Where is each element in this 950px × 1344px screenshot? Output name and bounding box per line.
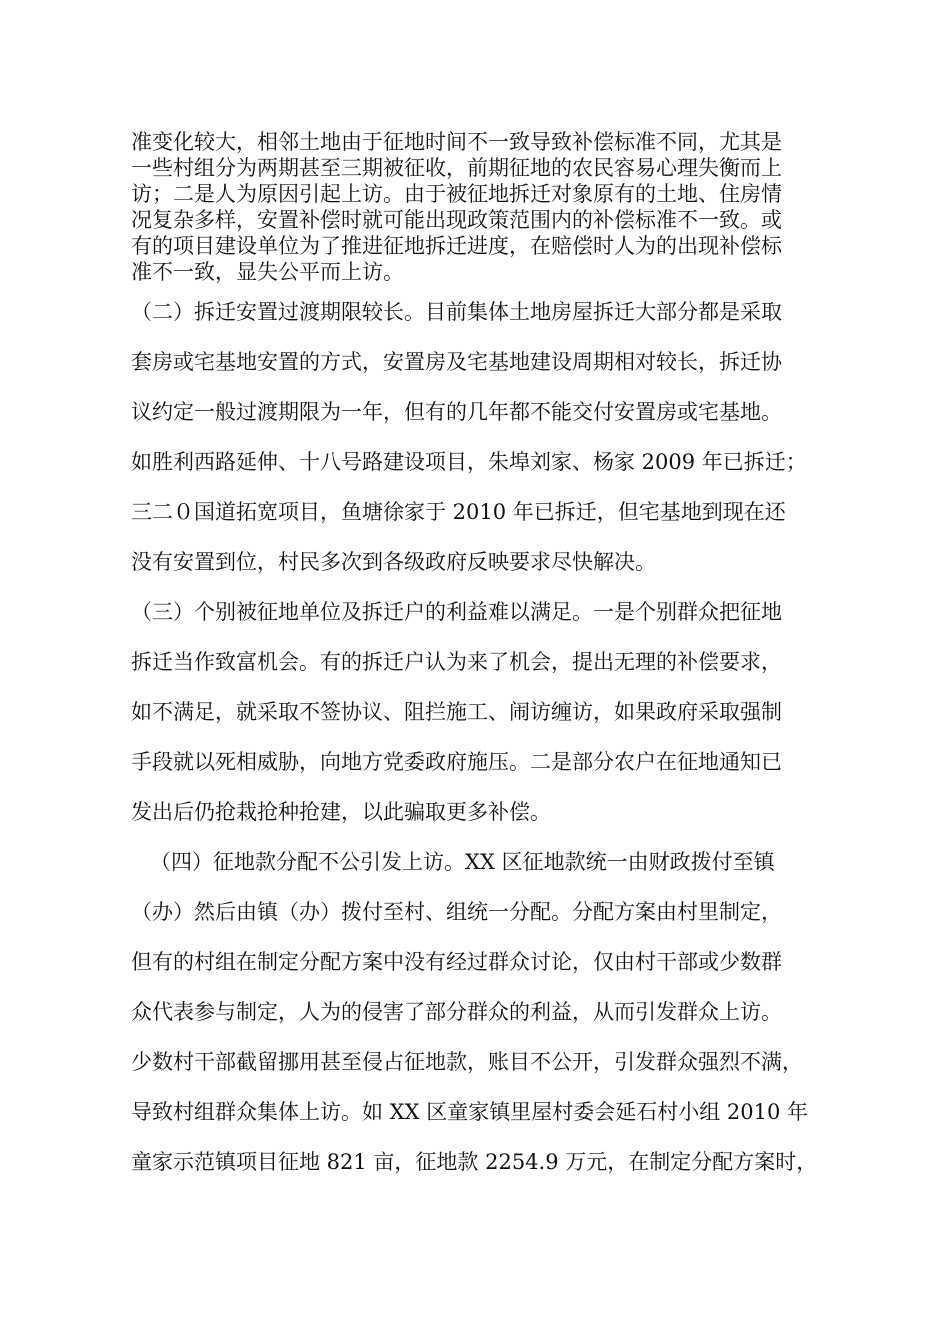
text-line: 如胜利西路延伸、十八号路建设项目，朱埠刘家、杨家 2009 年已拆迁； (131, 450, 807, 474)
text-line: 没有安置到位，村民多次到各级政府反映要求尽快解决。 (131, 550, 656, 574)
text-line: （办）然后由镇（办）拨付至村、组统一分配。分配方案由村里制定， (131, 900, 782, 924)
text-line: 导致村组群众集体上访。如 XX 区童家镇里屋村委会延石村小组 2010 年 (131, 1100, 809, 1124)
text-line: （三）个别被征地单位及拆迁户的利益难以满足。一是个别群众把征地 (131, 600, 782, 624)
text-line: （四）征地款分配不公引发上访。XX 区征地款统一由财政拨付至镇 (150, 850, 775, 874)
text-line: （二）拆迁安置过渡期限较长。目前集体土地房屋拆迁大部分都是采取 (131, 300, 782, 324)
text-line: 如不满足，就采取不签协议、阻拦施工、闹访缠访，如果政府采取强制 (131, 700, 782, 724)
text-line: 况复杂多样，安置补偿时就可能出现政策范围内的补偿标准不一致。或 (131, 208, 782, 232)
text-line: 套房或宅基地安置的方式，安置房及宅基地建设周期相对较长，拆迁协 (131, 350, 782, 374)
text-line: 访；二是人为原因引起上访。由于被征地拆迁对象原有的土地、住房情 (131, 182, 782, 206)
text-line: 一些村组分为两期甚至三期被征收，前期征地的农民容易心理失衡而上 (131, 156, 782, 180)
text-line: 准变化较大，相邻土地由于征地时间不一致导致补偿标准不同，尤其是 (131, 130, 782, 154)
text-line: 准不一致，显失公平而上访。 (131, 260, 404, 284)
text-line: 童家示范镇项目征地 821 亩，征地款 2254.9 万元，在制定分配方案时， (131, 1150, 818, 1174)
text-line: 议约定一般过渡期限为一年，但有的几年都不能交付安置房或宅基地。 (131, 400, 782, 424)
text-line: 三二０国道拓宽项目，鱼塘徐家于 2010 年已拆迁，但宅基地到现在还 (131, 500, 786, 524)
text-line: 发出后仍抢栽抢种抢建，以此骗取更多补偿。 (131, 800, 551, 824)
text-line: 拆迁当作致富机会。有的拆迁户认为来了机会，提出无理的补偿要求， (131, 650, 782, 674)
text-line: 少数村干部截留挪用甚至侵占征地款，账目不公开，引发群众强烈不满， (131, 1050, 803, 1074)
text-line: 手段就以死相威胁，向地方党委政府施压。二是部分农户在征地通知已 (131, 750, 782, 774)
text-line: 但有的村组在制定分配方案中没有经过群众讨论，仅由村干部或少数群 (131, 950, 782, 974)
text-line: 众代表参与制定，人为的侵害了部分群众的利益，从而引发群众上访。 (131, 1000, 782, 1024)
text-line: 有的项目建设单位为了推进征地拆迁进度，在赔偿时人为的出现补偿标 (131, 234, 782, 258)
